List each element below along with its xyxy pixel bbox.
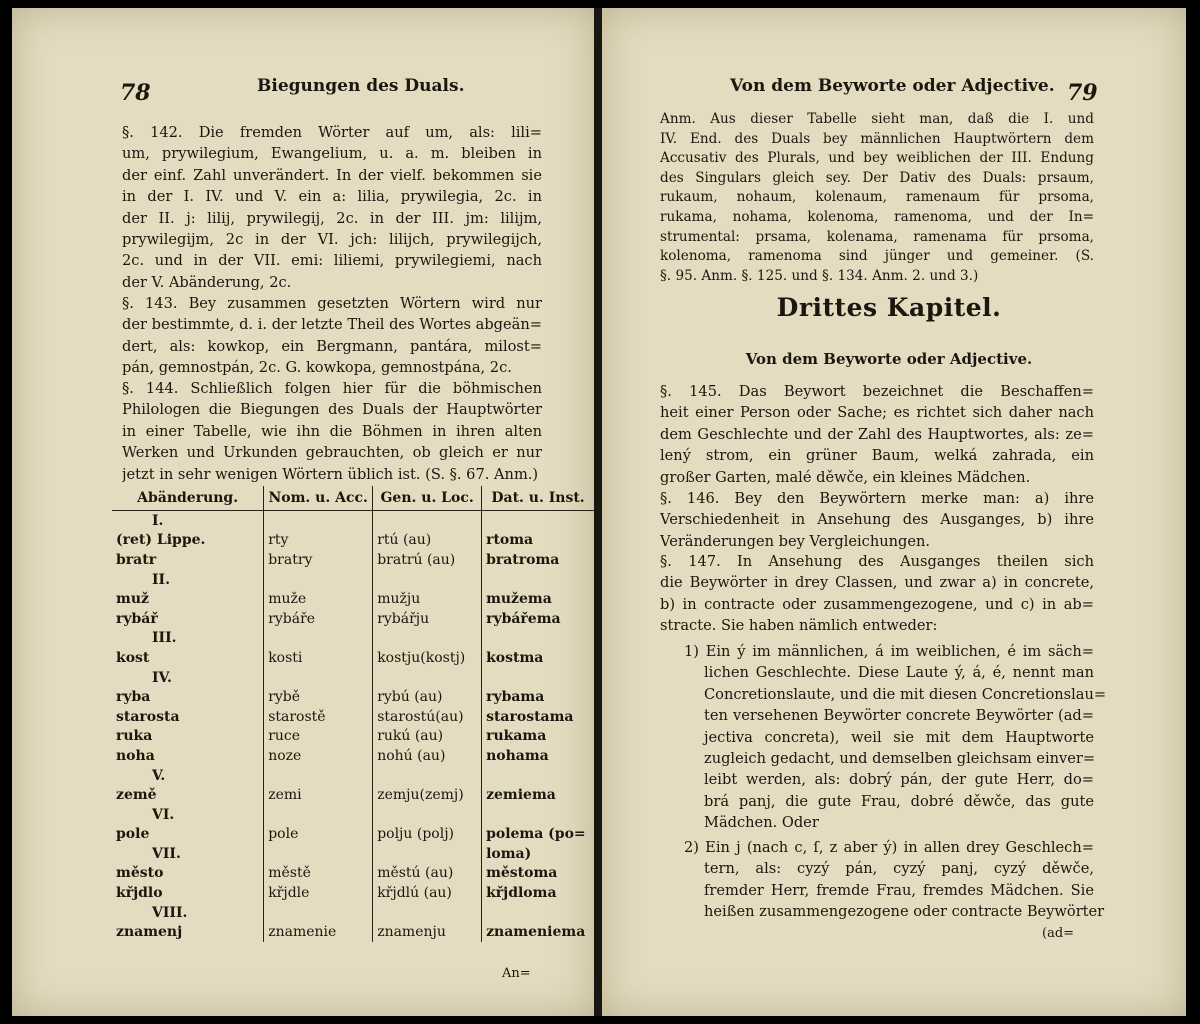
table-cell: I. bbox=[152, 512, 164, 529]
table-row bbox=[112, 922, 594, 942]
table-cell bbox=[264, 570, 373, 590]
text-line: lený strom, ein grüner Baum, welká zahrada, ein bbox=[660, 447, 1094, 465]
text-line: der einf. Zahl unverändert. In der vielf. bekommen sie bbox=[122, 166, 542, 184]
table-cell: rukú (au) bbox=[373, 727, 482, 747]
text-line: um, prywilegium, Ewangelium, u. a. m. bleiben in bbox=[122, 145, 542, 163]
table-cell: rybář bbox=[116, 610, 158, 627]
paragraph-143 bbox=[122, 293, 542, 379]
text-line: dert, als: kowkop, ein Bergmann, pantára, milost= bbox=[122, 337, 542, 355]
text-line: der bestimmte, d. i. der letzte Theil des Wortes abgeän= bbox=[122, 316, 542, 334]
table-cell: zemju(zemj) bbox=[373, 785, 482, 805]
running-head-left: Biegungen des Duals. bbox=[257, 76, 465, 96]
text-line: IV. End. des Duals bey männlichen Hauptwörtern dem bbox=[660, 130, 1094, 147]
table-cell bbox=[264, 805, 373, 825]
table-body bbox=[112, 511, 594, 943]
table-cell: pole bbox=[116, 826, 150, 843]
table-cell: bratrú (au) bbox=[373, 550, 482, 570]
text-line: prywilegijm, 2c in der VI. jch: lilijch, prywilegijch, bbox=[122, 231, 542, 249]
table-cell: zemiema bbox=[482, 785, 594, 805]
table-row bbox=[112, 511, 594, 531]
table-cell bbox=[373, 805, 482, 825]
text-line: 2c. und in der VII. emi: liliemi, prywilegiemi, nach bbox=[122, 252, 542, 270]
table-row bbox=[112, 825, 594, 845]
text-line: fremder Herr, fremde Frau, fremdes Mädchen. Sie bbox=[704, 881, 1094, 899]
table-cell bbox=[482, 629, 594, 649]
table-cell bbox=[482, 766, 594, 786]
table-cell: rybú (au) bbox=[373, 687, 482, 707]
table-cell: bratry bbox=[264, 550, 373, 570]
table-cell: kost bbox=[116, 649, 150, 666]
text-line: rukama, nohama, kolenoma, ramenoma, und der In= bbox=[660, 208, 1094, 225]
table-row bbox=[112, 629, 594, 649]
table-cell: V. bbox=[152, 767, 166, 784]
column-header: Gen. u. Loc. bbox=[373, 486, 482, 511]
text-line: heit einer Person oder Sache; es richtet sich daher nach bbox=[660, 404, 1094, 422]
table-row bbox=[112, 785, 594, 805]
chapter-title: Drittes Kapitel. bbox=[776, 293, 1002, 322]
table-cell: pole bbox=[264, 825, 373, 845]
table-cell: starostama bbox=[482, 707, 594, 727]
table-cell: ruce bbox=[264, 727, 373, 747]
text-line: der II. j: lilij, prywilegij, 2c. in der III. jm: lilijm, bbox=[122, 209, 542, 227]
text-line: Concretionslaute, und die mit diesen Concretionslau= bbox=[704, 685, 1107, 703]
table-cell: rybama bbox=[482, 687, 594, 707]
table-cell: II. bbox=[152, 571, 170, 588]
text-line: rukaum, nohaum, kolenaum, ramenaum für prsoma, bbox=[660, 189, 1094, 206]
table-cell: znamenj bbox=[116, 924, 183, 941]
text-line: großer Garten, malé děwče, ein kleines Mädchen. bbox=[660, 468, 1031, 486]
table-header-row bbox=[112, 486, 594, 511]
table-row bbox=[112, 766, 594, 786]
table-cell: městě bbox=[264, 864, 373, 884]
text-line: 2) Ein j (nach c, ſ, z aber ý) in allen drey Geschlech= bbox=[684, 839, 1094, 856]
table-cell bbox=[264, 844, 373, 864]
dual-declension-table bbox=[112, 486, 594, 942]
text-line: §. 145. Das Beywort bezeichnet die Beschaffen= bbox=[660, 383, 1094, 400]
table-cell: městú (au) bbox=[373, 864, 482, 884]
page-number-left: 78 bbox=[120, 80, 151, 106]
table-cell: mužju bbox=[373, 589, 482, 609]
text-line: kolenoma, ramenoma sind jünger und gemeiner. (S. bbox=[660, 248, 1094, 265]
table-cell: polema (po= bbox=[482, 825, 594, 845]
table-cell: VIII. bbox=[152, 904, 188, 921]
left-page bbox=[12, 8, 594, 1016]
table-cell: starostě bbox=[264, 707, 373, 727]
text-line: die Beywörter in drey Classen, und zwar a) in concrete, bbox=[660, 574, 1094, 592]
paragraph-145 bbox=[660, 381, 1094, 488]
paragraph-147 bbox=[660, 551, 1094, 637]
table-cell: III. bbox=[152, 630, 177, 647]
table-cell: město bbox=[116, 865, 164, 882]
table-cell: starosta bbox=[116, 708, 180, 725]
table-cell: nohama bbox=[482, 746, 594, 766]
table-cell: VI. bbox=[152, 806, 175, 823]
table-cell: kosti bbox=[264, 648, 373, 668]
text-line: der V. Abänderung, 2c. bbox=[122, 273, 292, 291]
text-line: §. 144. Schließlich folgen hier für die böhmischen bbox=[122, 380, 542, 397]
paragraph-146 bbox=[660, 488, 1094, 552]
table-cell: rtú (au) bbox=[373, 531, 482, 551]
table-row bbox=[112, 570, 594, 590]
table-row bbox=[112, 589, 594, 609]
text-line: jetzt in sehr wenigen Wörtern üblich ist. (S. §. 67. Anm.) bbox=[122, 465, 539, 483]
table-row bbox=[112, 805, 594, 825]
table-cell bbox=[373, 668, 482, 688]
text-line: tern, als: cyzý pán, cyzý panj, cyzý děwče, bbox=[704, 860, 1094, 878]
column-header: Dat. u. Inst. bbox=[482, 486, 594, 511]
text-line: §. 142. Die fremden Wörter auf um, als: lili= bbox=[122, 124, 542, 141]
table-cell: rybářema bbox=[482, 609, 594, 629]
table-cell: rtoma bbox=[482, 531, 594, 551]
table-cell: muže bbox=[264, 589, 373, 609]
table-cell bbox=[264, 903, 373, 923]
paragraph-142 bbox=[122, 122, 542, 293]
table-cell bbox=[373, 844, 482, 864]
column-header: Nom. u. Acc. bbox=[264, 486, 373, 511]
table-cell bbox=[482, 511, 594, 531]
table-cell: rybě bbox=[264, 687, 373, 707]
text-line: stracte. Sie haben nämlich entweder: bbox=[660, 617, 938, 635]
table-cell bbox=[373, 903, 482, 923]
table-cell bbox=[482, 570, 594, 590]
text-line: §. 146. Bey den Beywörtern merke man: a) ihre bbox=[660, 490, 1094, 507]
table-row bbox=[112, 903, 594, 923]
text-line: pán, gemnostpán, 2c. G. kowkopa, gemnostpána, 2c. bbox=[122, 359, 512, 377]
table-row bbox=[112, 864, 594, 884]
list-item-2 bbox=[684, 837, 1105, 923]
table-cell bbox=[264, 668, 373, 688]
table-row bbox=[112, 531, 594, 551]
table-cell: znamenju bbox=[373, 922, 482, 942]
text-line: leibt werden, als: dobrý pán, der gute Herr, do= bbox=[704, 771, 1094, 789]
table-cell: rybářju bbox=[373, 609, 482, 629]
text-line: §. 147. In Ansehung des Ausganges theilen sich bbox=[660, 553, 1094, 570]
running-head-right: Von dem Beyworte oder Adjective. bbox=[730, 76, 1055, 96]
text-line: in der I. IV. und V. ein a: lilia, prywilegia, 2c. in bbox=[122, 188, 542, 206]
table-row bbox=[112, 648, 594, 668]
table-cell: noze bbox=[264, 746, 373, 766]
table-cell bbox=[264, 629, 373, 649]
text-line: jectiva concreta), weil sie mit dem Hauptworte bbox=[704, 728, 1094, 746]
table-cell: mužema bbox=[482, 589, 594, 609]
table-cell bbox=[482, 668, 594, 688]
table-cell: bratr bbox=[116, 551, 157, 568]
text-line: ten versehenen Beywörter concrete Beywörter (ad= bbox=[704, 707, 1094, 725]
text-line: strumental: prsama, kolenama, ramenama für prsoma, bbox=[660, 228, 1094, 245]
table-row bbox=[112, 844, 594, 864]
table-cell bbox=[373, 629, 482, 649]
list-item-1 bbox=[684, 641, 1107, 834]
text-line: des Singulars gleich sey. Der Dativ des Duals: prsaum, bbox=[660, 169, 1094, 186]
table-cell: muž bbox=[116, 591, 149, 608]
paragraph-144 bbox=[122, 378, 542, 485]
table-cell bbox=[264, 511, 373, 531]
text-line: dem Geschlechte und der Zahl des Hauptwortes, als: ze= bbox=[660, 425, 1094, 443]
table-row bbox=[112, 550, 594, 570]
table-cell: křjdlú (au) bbox=[373, 883, 482, 903]
table-cell: starostú(au) bbox=[373, 707, 482, 727]
table-cell bbox=[373, 511, 482, 531]
table-cell: křjdlo bbox=[116, 885, 163, 902]
text-line: b) in contracte oder zusammengezogene, und c) in ab= bbox=[660, 595, 1094, 613]
table-cell: bratroma bbox=[482, 550, 594, 570]
table-cell: městoma bbox=[482, 864, 594, 884]
text-line: in einer Tabelle, wie ihn die Böhmen in ihren alten bbox=[122, 422, 542, 440]
table-cell: nohú (au) bbox=[373, 746, 482, 766]
table-cell bbox=[373, 766, 482, 786]
text-line: Verschiedenheit in Ansehung des Ausganges, b) ihre bbox=[660, 511, 1094, 529]
catchword-left: An= bbox=[502, 966, 531, 981]
table-cell bbox=[482, 903, 594, 923]
table-cell: země bbox=[116, 787, 157, 804]
text-line: §. 95. Anm. §. 125. und §. 134. Anm. 2. und 3.) bbox=[660, 267, 979, 284]
table-row bbox=[112, 687, 594, 707]
page-number-right: 79 bbox=[1067, 80, 1098, 106]
table-cell: rybáře bbox=[264, 609, 373, 629]
text-line: Philologen die Biegungen des Duals der Hauptwörter bbox=[122, 401, 542, 419]
table-cell: kostma bbox=[482, 648, 594, 668]
table-cell: noha bbox=[116, 747, 155, 764]
table-cell bbox=[482, 805, 594, 825]
text-line: §. 143. Bey zusammen gesetzten Wörtern wird nur bbox=[122, 295, 542, 312]
table-row bbox=[112, 668, 594, 688]
text-line: Mädchen. Oder bbox=[704, 814, 819, 832]
table-cell: rukama bbox=[482, 727, 594, 747]
table-row bbox=[112, 707, 594, 727]
text-line: Werken und Urkunden gebrauchten, ob gleich er nur bbox=[122, 444, 542, 462]
right-page bbox=[602, 8, 1186, 1016]
text-line: heißen zusammengezogene oder contracte Beywörter bbox=[704, 903, 1105, 921]
catchword-right: (ad= bbox=[1042, 926, 1075, 941]
table-row bbox=[112, 883, 594, 903]
table-cell: ryba bbox=[116, 689, 151, 706]
table-cell: znameniema bbox=[482, 922, 594, 942]
table-cell: kostju(kostj) bbox=[373, 648, 482, 668]
text-line: Anm. Aus dieser Tabelle sieht man, daß die I. und bbox=[660, 111, 1094, 127]
book-gutter bbox=[594, 8, 602, 1016]
column-header: Abänderung. bbox=[112, 486, 264, 511]
table-cell: loma) bbox=[482, 844, 594, 864]
table-cell: polju (polj) bbox=[373, 825, 482, 845]
table-cell: (ret) Lippe. bbox=[116, 532, 206, 549]
text-line: zugleich gedacht, und demselben gleichsam einver= bbox=[704, 750, 1096, 768]
table-cell bbox=[373, 570, 482, 590]
chapter-subtitle: Von dem Beyworte oder Adjective. bbox=[745, 350, 1033, 368]
table-cell bbox=[264, 766, 373, 786]
table-cell: ruka bbox=[116, 728, 153, 745]
table-row bbox=[112, 609, 594, 629]
table-cell: znamenie bbox=[264, 922, 373, 942]
text-line: lichen Geschlechte. Diese Laute ý, á, é, nennt man bbox=[704, 664, 1094, 682]
text-line: Veränderungen bey Vergleichungen. bbox=[660, 532, 931, 550]
table-cell: IV. bbox=[152, 669, 172, 686]
table-cell: křjdle bbox=[264, 883, 373, 903]
table-cell: křjdloma bbox=[482, 883, 594, 903]
text-line: 1) Ein ý im männlichen, á im weiblichen, é im säch= bbox=[684, 643, 1094, 660]
text-line: brá panj, die gute Frau, dobré děwče, das gute bbox=[704, 792, 1094, 810]
table-cell: VII. bbox=[152, 845, 181, 862]
table-row bbox=[112, 727, 594, 747]
table-row bbox=[112, 746, 594, 766]
table-cell: zemi bbox=[264, 785, 373, 805]
anmerkung bbox=[660, 110, 1094, 286]
table-cell: rty bbox=[264, 531, 373, 551]
text-line: Accusativ des Plurals, und bey weiblichen der III. Endung bbox=[660, 150, 1094, 167]
